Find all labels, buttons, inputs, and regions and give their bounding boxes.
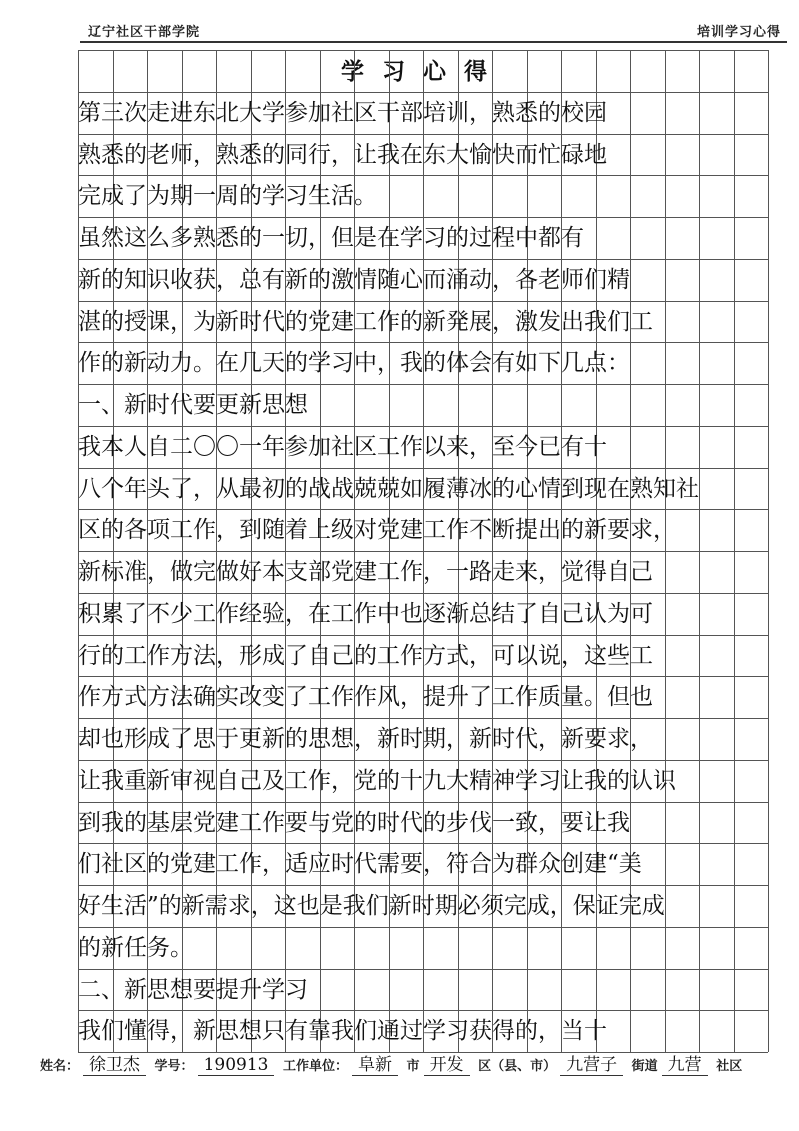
header-rule xyxy=(80,41,787,43)
footer-info xyxy=(40,1050,780,1075)
text-line: 的新任务。 xyxy=(78,934,193,961)
text-line: 完成了为期一周的学习生活。 xyxy=(78,183,377,210)
text-line: 新标准，做完做好本支部党建工作，一路走来，觉得自己 xyxy=(78,559,653,585)
community-suffix: 社区 xyxy=(716,1059,743,1074)
text-line: 熟悉的老师，熟悉的同行，让我在东大愉快而忙碌地 xyxy=(78,141,607,168)
city-field: 阜新 xyxy=(352,1055,398,1076)
text-line: 积累了不少工作经验，在工作中也逐渐总结了自己认为可 xyxy=(78,600,653,627)
id-field: 190913 xyxy=(198,1055,275,1076)
text-line: 新的知识收获，总有新的激情随心而涌动，各老师们精 xyxy=(78,266,630,293)
text-line: 二、新思想要提升学习 xyxy=(78,976,308,1003)
text-line: 八个年头了，从最初的战战兢兢如履薄冰的心情到现在熟知社 xyxy=(78,475,699,502)
text-line: 到我的基层党建工作要与党的时代的步伐一致，要让我 xyxy=(78,809,630,836)
page-title: 学习心得 xyxy=(341,58,505,85)
text-line: 却也形成了思于更新的思想，新时期，新时代，新要求， xyxy=(78,726,653,752)
text-line: 我本人自二〇〇一年参加社区工作以来，至今已有十 xyxy=(78,433,607,460)
grid-vline xyxy=(768,50,769,1052)
text-line: 行的工作方法，形成了自己的工作方式，可以说，这些工 xyxy=(78,642,653,669)
text-line: 虽然这么多熟悉的一切，但是在学习的过程中都有 xyxy=(78,225,584,251)
text-line: 第三次走进东北大学参加社区干部培训，熟悉的校园 xyxy=(78,99,607,126)
text-line: 好生活”的新需求，这也是我们新时期必须完成，保证完成 xyxy=(78,893,665,919)
name-field: 徐卫杰 xyxy=(83,1055,146,1076)
name-label: 姓名： xyxy=(40,1059,80,1074)
header-doc-type: 培训学习心得 xyxy=(696,25,781,40)
text-line: 作方式方法确实改变了工作作风，提升了工作质量。但也 xyxy=(78,684,653,711)
district-suffix: 区（县、市） xyxy=(478,1059,557,1074)
text-line: 一、新时代要更新思想 xyxy=(78,392,308,418)
text-line: 让我重新审视自己及工作，党的十九大精神学习让我的认识 xyxy=(78,767,676,794)
street-field: 九营子 xyxy=(560,1055,623,1076)
city-suffix: 市 xyxy=(406,1059,420,1074)
text-line: 作的新动力。在几天的学习中，我的体会有如下几点： xyxy=(78,350,630,377)
text-line: 湛的授课，为新时代的党建工作的新発展，激发出我们工 xyxy=(78,308,653,335)
id-label: 学号： xyxy=(154,1059,194,1074)
street-suffix: 街道 xyxy=(631,1059,658,1074)
text-line: 我们懂得，新思想只有靠我们通过学习获得的，当十 xyxy=(78,1018,607,1045)
text-line: 们社区的党建工作，适应时代需要，符合为群众创建“美 xyxy=(78,851,642,878)
district-field: 开发 xyxy=(424,1055,470,1076)
community-field: 九营 xyxy=(662,1055,708,1076)
header-institution: 辽宁社区干部学院 xyxy=(88,25,201,40)
workplace-label: 工作单位： xyxy=(283,1059,349,1074)
writing-grid xyxy=(78,50,768,1052)
text-line: 区的各项工作，到随着上级对党建工作不断提出的新要求， xyxy=(78,517,676,544)
